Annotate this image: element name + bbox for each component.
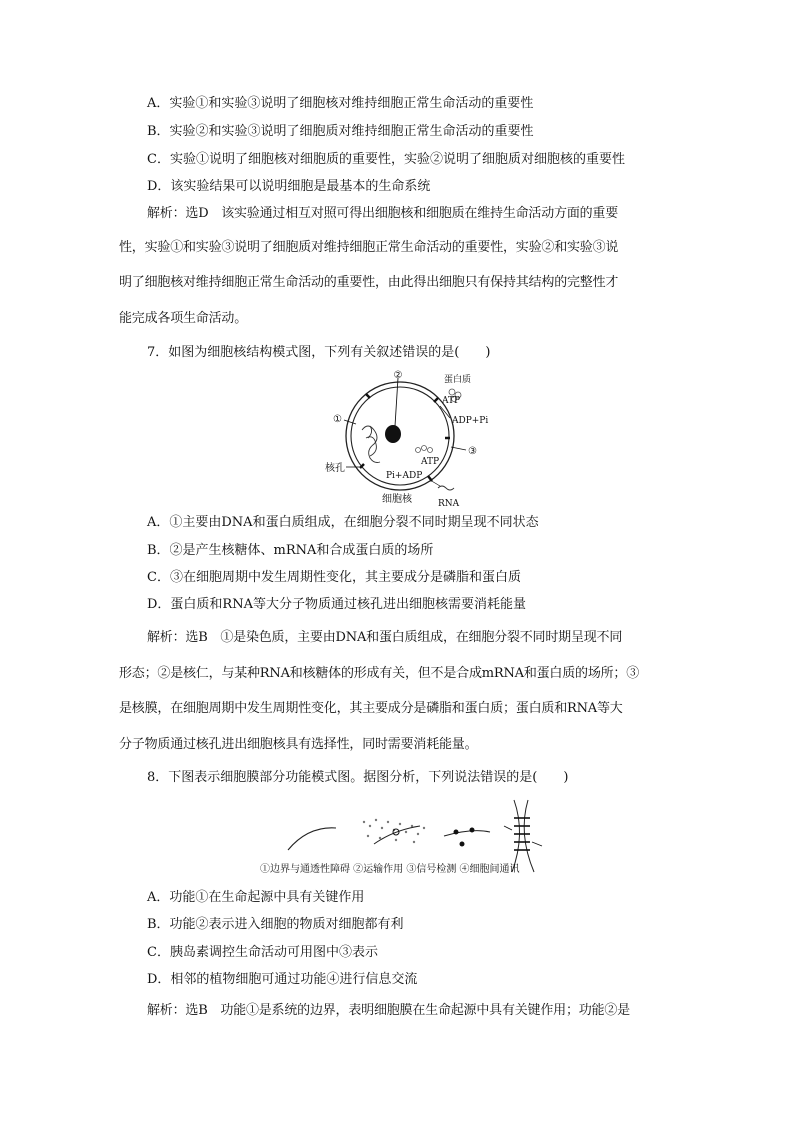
boundary-curve bbox=[288, 828, 336, 850]
q8-option-b: B．功能②表示进入细胞的物质对细胞都有利 bbox=[147, 917, 404, 932]
q8-option-c: C．胰岛素调控生命活动可用图中③表示 bbox=[147, 945, 378, 960]
q7-option-c: C．③在细胞周期中发生周期性变化，其主要成分是磷脂和蛋白质 bbox=[147, 570, 521, 585]
q6-option-c: C．实验①说明了细胞核对细胞质的重要性，实验②说明了细胞质对细胞核的重要性 bbox=[147, 152, 625, 167]
cell-membrane-left bbox=[512, 800, 520, 872]
label-atp-mid: ATP bbox=[421, 457, 440, 467]
membrane-function-figure bbox=[256, 796, 566, 878]
q7-explanation-line-2: 形态；②是核仁，与某种RNA和核糖体的形成有关，但不是合成mRNA和蛋白质的场所；③ bbox=[119, 666, 640, 681]
label-protein: 蛋白质 bbox=[444, 375, 472, 385]
q8-option-d: D．相邻的植物细胞可通过功能④进行信息交流 bbox=[147, 972, 418, 987]
nucleolus bbox=[385, 425, 401, 443]
rna-blobs bbox=[416, 446, 433, 453]
nucleus-structure-figure bbox=[320, 368, 500, 508]
q6-option-b: B．实验②和实验③说明了细胞质对维持细胞正常生命活动的重要性 bbox=[147, 124, 534, 139]
q6-explanation-line-4: 能完成各项生命活动。 bbox=[119, 311, 248, 326]
label-pore: 核孔 bbox=[325, 463, 345, 474]
cell-membrane-right bbox=[524, 800, 534, 872]
q7-option-b: B．②是产生核糖体、mRNA和合成蛋白质的场所 bbox=[147, 543, 434, 558]
q7-option-d: D．蛋白质和RNA等大分子物质通过核孔进出细胞核需要消耗能量 bbox=[147, 597, 526, 612]
q7-explanation-line-4: 分子物质通过核孔进出细胞核具有选择性，同时需要消耗能量。 bbox=[119, 737, 478, 752]
label-nucleus: 细胞核 bbox=[382, 494, 412, 505]
q7-option-a: A．①主要由DNA和蛋白质组成，在细胞分裂不同时期呈现不同状态 bbox=[147, 515, 539, 530]
q6-explanation-line-2: 性，实验①和实验③说明了细胞质对维持细胞正常生命活动的重要性，实验②和实验③说 bbox=[119, 240, 619, 255]
q8-explanation-line-1: 解析：选B 功能①是系统的边界，表明细胞膜在生命起源中具有关键作用；功能②是 bbox=[147, 1003, 630, 1018]
plasmodesma bbox=[514, 818, 530, 850]
label-2: ② bbox=[393, 370, 403, 381]
label-1: ① bbox=[333, 414, 342, 425]
signal-membrane bbox=[444, 831, 490, 836]
figure-caption: ①边界与通透性障碍 ②运输作用 ③信号检测 ④细胞间通讯 bbox=[260, 864, 520, 875]
transport-dots bbox=[363, 819, 425, 843]
q8-question: 8．下图表示细胞膜部分功能模式图。据图分析，下列说法错误的是( ) bbox=[147, 770, 569, 785]
label-adp-pi: ADP+Pi bbox=[452, 416, 489, 426]
label-3: ③ bbox=[468, 446, 477, 457]
q6-option-d: D．该实验结果可以说明细胞是最基本的生命系统 bbox=[147, 179, 431, 194]
q7-explanation-line-1: 解析：选B ①是染色质，主要由DNA和蛋白质组成，在细胞分裂不同时期呈现不同 bbox=[147, 630, 623, 645]
q8-option-a: A．功能①在生命起源中具有关键作用 bbox=[147, 890, 365, 905]
chromatin bbox=[362, 426, 380, 463]
label-rna: RNA bbox=[438, 499, 460, 508]
q6-option-a: A．实验①和实验③说明了细胞核对维持细胞正常生命活动的重要性 bbox=[147, 96, 534, 111]
label-pi-adp: Pi+ADP bbox=[386, 471, 423, 481]
q7-question: 7．如图为细胞核结构模式图，下列有关叙述错误的是( ) bbox=[147, 345, 491, 360]
q7-explanation-line-3: 是核膜，在细胞周期中发生周期性变化，其主要成分是磷脂和蛋白质；蛋白质和RNA等大 bbox=[119, 701, 623, 716]
q6-explanation-line-1: 解析：选D 该实验通过相互对照可得出细胞核和细胞质在维持生命活动方面的重要 bbox=[147, 206, 619, 221]
q6-explanation-line-3: 明了细胞核对维持细胞正常生命活动的重要性，由此得出细胞只有保持其结构的完整性才 bbox=[119, 275, 619, 290]
label-atp-top: ATP bbox=[442, 396, 461, 406]
